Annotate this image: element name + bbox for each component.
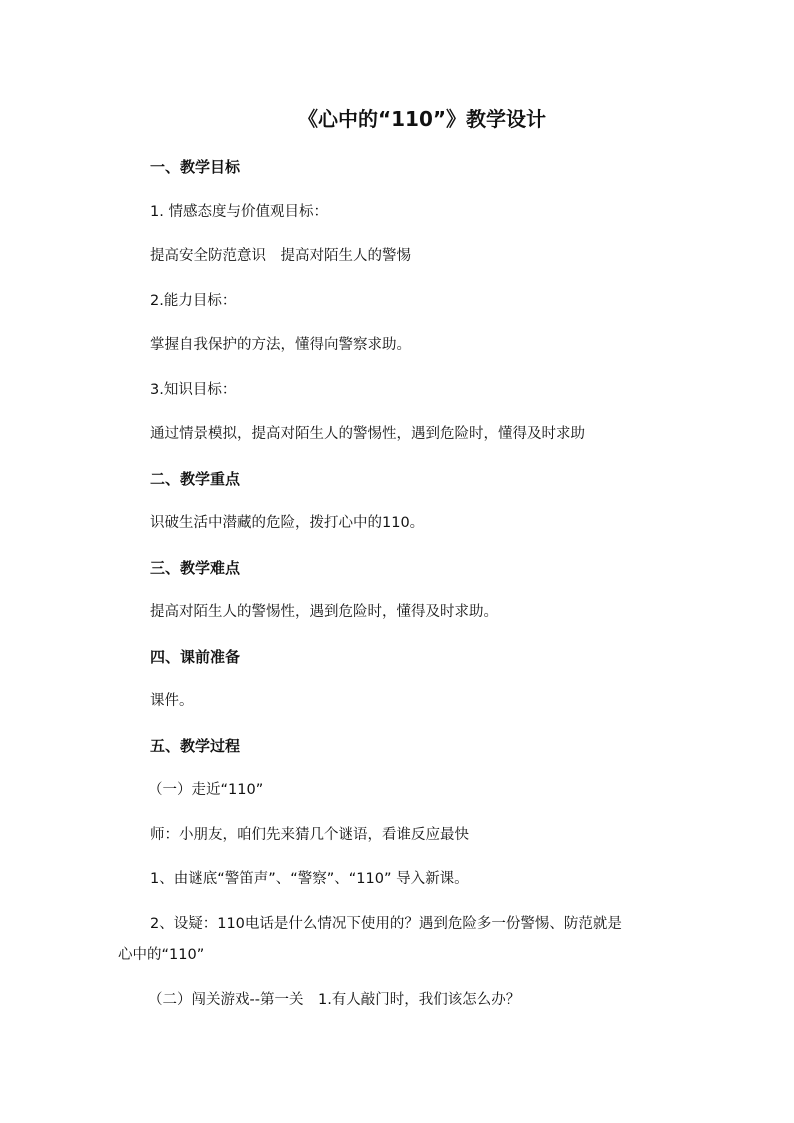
- section-heading-process: 五、教学过程: [150, 737, 241, 755]
- difficulties-text: 提高对陌生人的警惕性，遇到危险时，懂得及时求助。: [150, 604, 498, 620]
- process-subsection-1: （一）走近“110”: [148, 782, 264, 798]
- objective-1-text: 提高安全防范意识 提高对陌生人的警惕: [150, 248, 411, 264]
- section-heading-key-points: 二、教学重点: [150, 470, 241, 488]
- process-paragraph-2: 1、由谜底“警笛声”、“警察”、“110” 导入新课。: [150, 871, 469, 887]
- objective-2-text: 掌握自我保护的方法，懂得向警察求助。: [150, 337, 411, 353]
- section-heading-objectives: 一、教学目标: [150, 158, 241, 176]
- document-title: 《心中的“110”》教学设计: [297, 107, 547, 131]
- objective-3-label: 3.知识目标：: [150, 382, 237, 398]
- process-paragraph-3-line-1: 2、设疑：110电话是什么情况下使用的？遇到危险多一份警惕、防范就是: [150, 916, 622, 932]
- section-heading-preparation: 四、课前准备: [150, 648, 241, 666]
- preparation-text: 课件。: [150, 693, 194, 709]
- process-paragraph-3-line-2: 心中的“110”: [118, 947, 205, 963]
- objective-3-text: 通过情景模拟，提高对陌生人的警惕性，遇到危险时，懂得及时求助: [150, 426, 585, 442]
- process-paragraph-1: 师：小朋友，咱们先来猜几个谜语，看谁反应最快: [150, 827, 469, 843]
- process-subsection-2: （二）闯关游戏--第一关 1.有人敲门时，我们该怎么办？: [148, 992, 521, 1008]
- key-points-text: 识破生活中潜藏的危险，拨打心中的110。: [150, 515, 425, 531]
- objective-2-label: 2.能力目标：: [150, 293, 237, 309]
- section-heading-difficulties: 三、教学难点: [150, 559, 241, 577]
- objective-1-label: 1. 情感态度与价值观目标：: [150, 204, 328, 220]
